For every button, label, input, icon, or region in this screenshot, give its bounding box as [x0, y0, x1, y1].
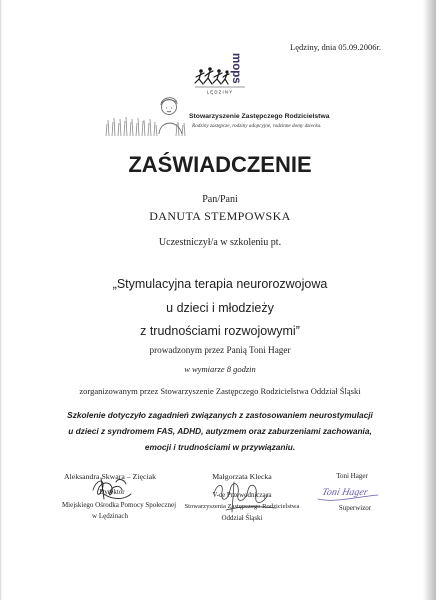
signatory-1-name: Aleksandra Skwara – Zięciak — [63, 472, 156, 481]
signatory-1-role-3: w Lędzinach — [92, 512, 128, 520]
mops-wordmark: mops — [230, 53, 242, 84]
mops-town: LĘDZINY — [206, 89, 234, 95]
recipient-name: DANUTA STEMPOWSKA — [149, 209, 291, 223]
association-tagline: Rodziny zastępcze, rodziny adopcyjne, rodzinne domy dziecka. — [192, 123, 322, 129]
signatory-3-role-1: Superwizor — [338, 504, 372, 512]
description-line-1: Szkolenie dotyczyło zagadnień związanych z zastosowaniem neurostymulacji — [67, 410, 373, 420]
course-title-line-1: „Stymulacyjna terapia neurorozwojowa — [112, 277, 328, 291]
signatory-2-name: Małgorzata Klecka — [212, 472, 272, 481]
signature-2-scribble — [214, 482, 276, 512]
duration-line: w wymiarze 8 godzin — [184, 364, 256, 374]
signatory-2-role-1: V-ce Przewodnicząca — [212, 492, 272, 499]
certificate-title: ZAŚWIADCZENIE — [128, 152, 312, 177]
description-line-2: u dzieci z syndromem FAS, ADHD, autyzmem oraz zaburzeniami zachowania, — [68, 426, 372, 436]
signature-3-handwriting: Toni Hager — [321, 487, 369, 498]
document-date: Lędziny, dnia 05.09.2006r. — [290, 42, 382, 52]
association-name: Stowarzyszenie Zastępczego Rodzicielstwa — [189, 113, 330, 120]
mops-logo — [193, 50, 255, 96]
course-title-line-2: u dzieci i młodzieży — [166, 301, 274, 315]
signatory-3-name: Toni Hager — [336, 472, 368, 480]
instructor-line: prowadzonym przez Panią Toni Hager — [149, 345, 291, 355]
organizer-line: zorganizowanym przez Stowarzyszenie Zastępczego Rodzicielstwa Oddział Śląski — [79, 386, 361, 396]
signatory-2-role-2: Stowarzyszenia Zastępczego Rodzicielstwa — [184, 503, 300, 510]
grass-graphic — [106, 117, 185, 136]
mops-running-figures-icon — [195, 67, 229, 84]
course-title-line-3: z trudnościami rozwojowymi” — [140, 324, 300, 338]
signature-1-scribble — [93, 478, 131, 499]
participation-text: Uczestniczył/a w szkoleniu pt. — [158, 237, 282, 248]
description-line-3: emocji i trudnościami w przywiązaniu. — [144, 442, 296, 452]
signatory-2-role-3: Oddział Śląski — [221, 514, 263, 522]
signatory-1-role-1: Dyrektor — [99, 488, 125, 496]
association-logo-graphic — [104, 92, 190, 138]
signatory-1-role-2: Miejskiego Ośrodka Pomocy Społecznej — [61, 501, 177, 509]
signatures-layer — [0, 470, 436, 525]
salutation: Pan/Pani — [202, 194, 238, 205]
